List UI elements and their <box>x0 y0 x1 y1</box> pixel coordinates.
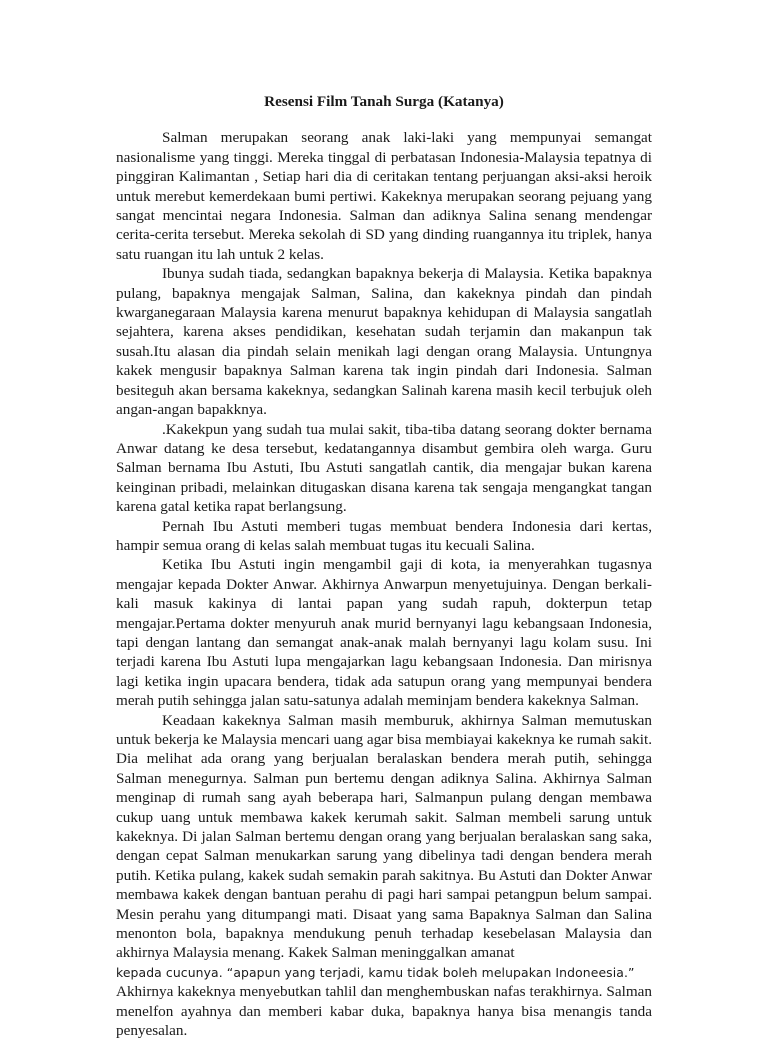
document-page <box>116 92 652 1041</box>
paragraph-4: Pernah Ibu Astuti memberi tugas membuat bendera Indonesia dari kertas, hampir semua orang di kelas salah membuat tugas itu kecuali Salina. <box>116 517 652 554</box>
paragraph-5: Ketika Ibu Astuti ingin mengambil gaji di kota, ia menyerahkan tugasnya mengajar kepada Dokter Anwar. Akhirnya Anwarpun menyetujuinya. Dengan berkali-kali masuk kakinya di lantai papan yang sudah rapuh, dokterpun tetap mengajar.Pertama dokter menyuruh anak murid bernyanyi lagu kebangsaan Indonesia, tapi dengan lantang dan semangat anak-anak malah bernyanyi lagu kolam susu. Ini terjadi karena Ibu Astuti lupa mengajarkan lagu kebangsaan Indonesia. Dan mirisnya lagi ketika ingin upacara bendera, tidak ada satupun orang yang mempunyai bendera merah putih sehingga jalan satu-satunya adalah meminjam bendera kakeknya Salman. <box>116 556 652 710</box>
paragraph-1: Salman merupakan seorang anak laki-laki yang mempunyai semangat nasionalisme yang tinggi. Mereka tinggal di perbatasan Indonesia-Malaysia tepatnya di pinggiran Kalimantan , Setiap hari dia di ceritakan tentang perjuangan aksi-aksi heroik untuk merebut kemerdekaan bumi pertiwi. Kakeknya merupakan seorang pejuang yang sangat mencintai negara Indonesia. Salman dan adiknya Salina senang mendengar cerita-cerita tersebut. Mereka sekolah di SD yang dinding ruangannya itu triplek, hanya satu ruangan itu lah untuk 2 kelas. <box>116 129 652 263</box>
paragraph-2: Ibunya sudah tiada, sedangkan bapaknya bekerja di Malaysia. Ketika bapaknya pulang, bapaknya mengajak Salman, Salina, dan kakeknya pindah dan pindah kwarganegaraan Malaysia karena menurut bapaknya kehidupan di Malaysia sangatlah sejahtera, karena akses pendidikan, kesehatan sudah terjamin dan makanpun tak susah.Itu alasan dia pindah selain menikah lagi dengan orang Malaysia. Untungnya kakek mengusir bapaknya Salman karena tak ingin pindah dari Indonesia. Salman besiteguh akan bersama kakeknya, sedangkan Salinah karena masih kecil terbujuk oleh angan-angan bapakknya. <box>116 265 652 419</box>
paragraph-3: .Kakekpun yang sudah tua mulai sakit, tiba-tiba datang seorang dokter bernama Anwar datang ke desa tersebut, kedatangannya disambut gembira oleh warga. Guru Salman bernama Ibu Astuti, Ibu Astuti sangatlah cantik, dia mengajar bukan karena keinginan pribadi, melainkan ditugaskan disana karena tak sengaja mengangkat tangan karena gatal ketika rapat berlangsung. <box>116 420 652 516</box>
quote-line: kepada cucunya. “apapun yang terjadi, kamu tidak boleh melupakan Indoneesia.” <box>116 964 635 980</box>
closing-paragraph: Akhirnya kakeknya menyebutkan tahlil dan menghembuskan nafas terakhirnya. Salman menelfon ayahnya dan memberi kabar duka, bapaknya hanya bisa menangis tanda penyesalan. <box>116 983 652 1040</box>
paragraph-6: Keadaan kakeknya Salman masih memburuk, akhirnya Salman memutuskan untuk bekerja ke Malaysia mencari uang agar bisa membiayai kakeknya ke rumah sakit. Dia melihat ada orang yang berjualan beralaskan bendera merah putih, sehingga Salman menegurnya. Salman pun bertemu dengan adiknya Salina. Akhirnya Salman menginap di rumah sang ayah beberapa hari, Salmanpun pulang dengan membawa cukup uang untuk membawa kakek kerumah sakit. Salman membeli sarung untuk kakeknya. Di jalan Salman bertemu dengan orang yang berjualan beralaskan sang saka, dengan cepat Salman menukarkan sarung yang dibelinya tadi dengan bendera merah putih. Ketika pulang, kakek sudah semakin parah sakitnya. Bu Astuti dan Dokter Anwar membawa kakek dengan bantuan perahu di pagi hari sampai petangpun belum sampai. Mesin perahu yang ditumpangi mati. Disaat yang sama Bapaknya Salman dan Salina menonton bola, bapaknya mendukung penuh terhadap kesebelasan Malaysia dan akhirnya Malaysia menang. Kakek Salman meninggalkan amanat <box>116 711 652 962</box>
document-title: Resensi Film Tanah Surga (Katanya) <box>264 93 504 110</box>
